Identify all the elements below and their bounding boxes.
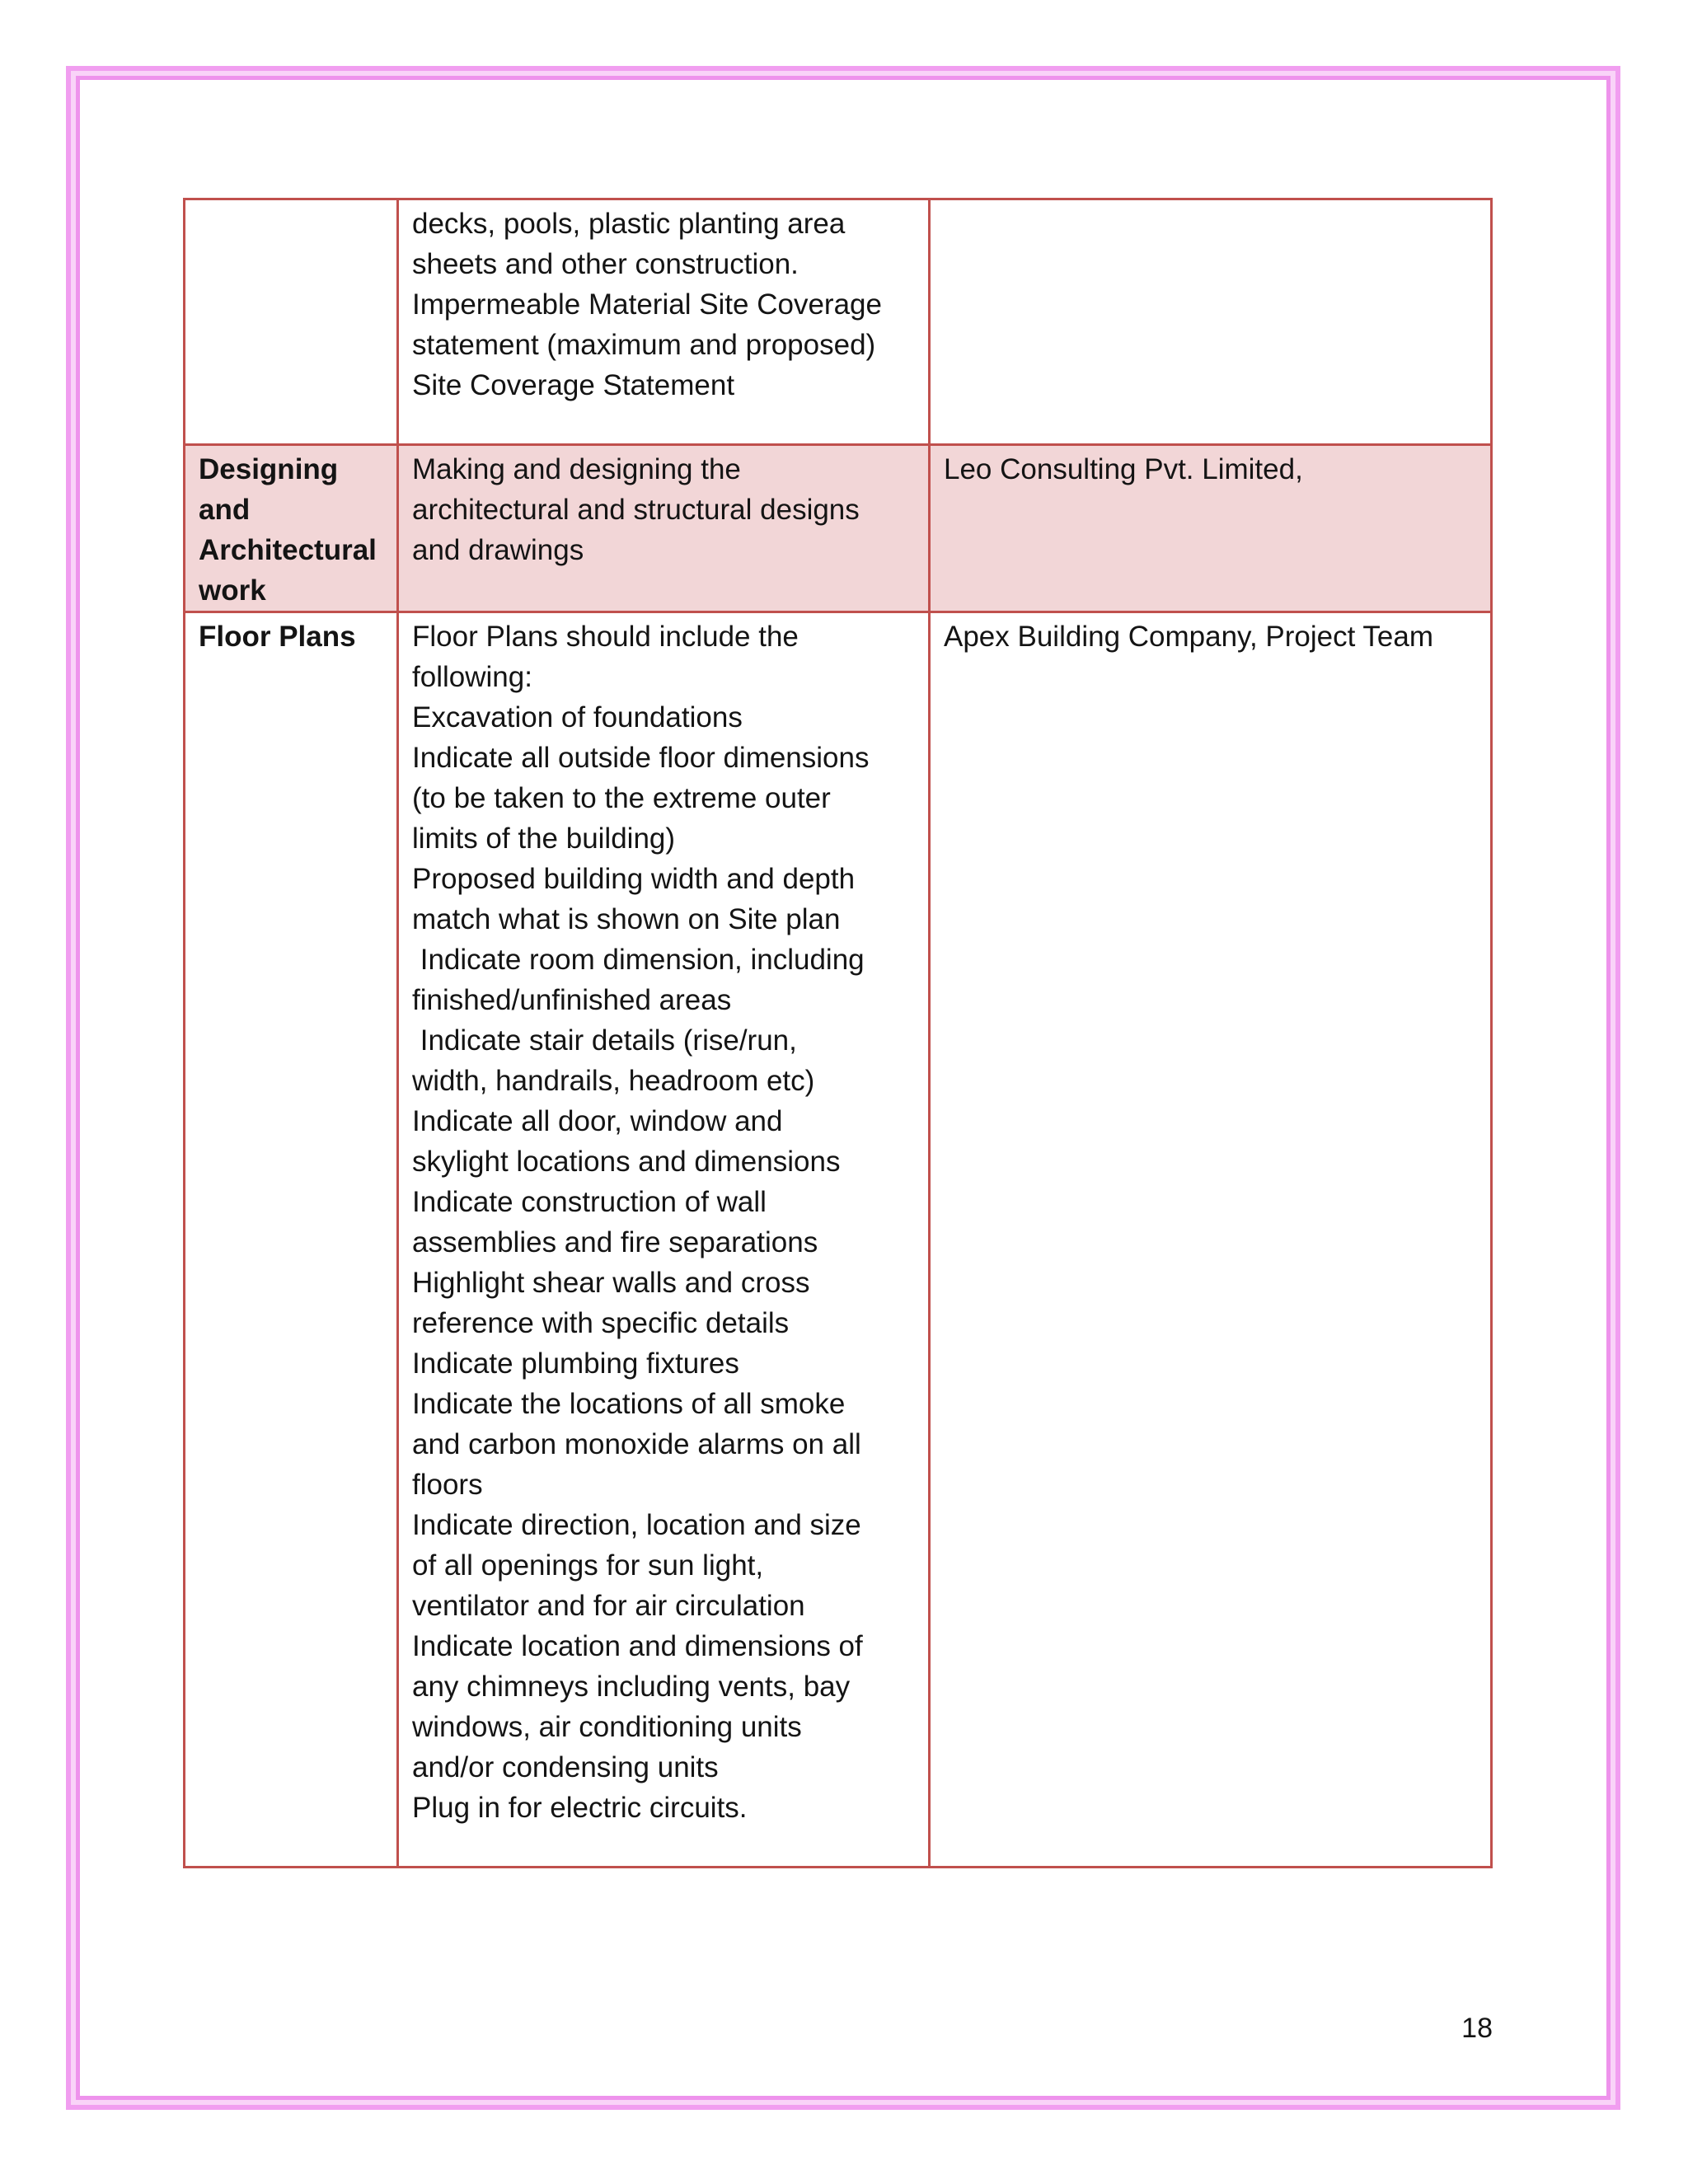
description-line: Making and designing the xyxy=(412,453,741,485)
description-line: Highlight shear walls and cross xyxy=(412,1267,810,1299)
description-line: width, handrails, headroom etc) xyxy=(412,1065,815,1097)
description-line: limits of the building) xyxy=(412,823,676,855)
description-line: and drawings xyxy=(412,534,584,566)
table-cell-description xyxy=(398,445,930,612)
description-line: and/or condensing units xyxy=(412,1751,719,1783)
description-line: Plug in for electric circuits. xyxy=(412,1792,748,1824)
table-cell-label xyxy=(185,199,398,445)
description-line: statement (maximum and proposed) xyxy=(412,329,876,361)
page-number: 18 xyxy=(1461,2013,1493,2044)
description-line: reference with specific details xyxy=(412,1307,790,1339)
description-line: (to be taken to the extreme outer xyxy=(412,782,831,814)
description-line: decks, pools, plastic planting area xyxy=(412,208,846,240)
table-row xyxy=(185,199,1492,445)
description-line: finished/unfinished areas xyxy=(412,984,732,1016)
description-line: Proposed building width and depth xyxy=(412,863,856,895)
description-line: skylight locations and dimensions xyxy=(412,1146,841,1178)
description-line: following: xyxy=(412,661,532,693)
label-line: work xyxy=(199,574,266,607)
table-cell-description xyxy=(398,612,930,1868)
description-line: Floor Plans should include the xyxy=(412,621,799,653)
description-line: Indicate construction of wall xyxy=(412,1186,767,1218)
table-row xyxy=(185,612,1492,1868)
table-cell-label xyxy=(185,612,398,1868)
description-line: of all openings for sun light, xyxy=(412,1549,764,1582)
description-line: architectural and structural designs xyxy=(412,494,860,526)
table-row xyxy=(185,445,1492,612)
description-line: Indicate location and dimensions of xyxy=(412,1630,863,1662)
description-line: Indicate stair details (rise/run, xyxy=(412,1024,797,1057)
description-line: ventilator and for air circulation xyxy=(412,1590,805,1622)
table-cell-responsible xyxy=(930,612,1492,1868)
description-line: Indicate the locations of all smoke xyxy=(412,1388,846,1420)
label-line: Floor Plans xyxy=(199,621,356,653)
description-line: Indicate all outside floor dimensions xyxy=(412,742,870,774)
description-line: match what is shown on Site plan xyxy=(412,903,841,935)
description-line: Indicate direction, location and size xyxy=(412,1509,861,1541)
description-line: Indicate plumbing fixtures xyxy=(412,1347,739,1380)
description-line: Indicate room dimension, including xyxy=(412,944,865,976)
description-line: and carbon monoxide alarms on all xyxy=(412,1428,861,1460)
responsible-text: Apex Building Company, Project Team xyxy=(944,621,1434,653)
label-line: and xyxy=(199,494,251,526)
description-line: Impermeable Material Site Coverage xyxy=(412,288,882,321)
description-line: Site Coverage Statement xyxy=(412,369,735,401)
label-line: Designing xyxy=(199,453,339,485)
description-line: Excavation of foundations xyxy=(412,701,743,733)
label-line: Architectural xyxy=(199,534,377,566)
description-line: floors xyxy=(412,1469,483,1501)
table-cell-description xyxy=(398,199,930,445)
description-line: Indicate all door, window and xyxy=(412,1105,783,1137)
description-line: any chimneys including vents, bay xyxy=(412,1671,851,1703)
document-table xyxy=(183,198,1493,1868)
table-cell-responsible xyxy=(930,445,1492,612)
responsible-text: Leo Consulting Pvt. Limited, xyxy=(944,453,1303,485)
description-line: assemblies and fire separations xyxy=(412,1226,818,1258)
table-cell-responsible xyxy=(930,199,1492,445)
description-line: windows, air conditioning units xyxy=(412,1711,802,1743)
description-line: sheets and other construction. xyxy=(412,248,799,280)
table-cell-label xyxy=(185,445,398,612)
